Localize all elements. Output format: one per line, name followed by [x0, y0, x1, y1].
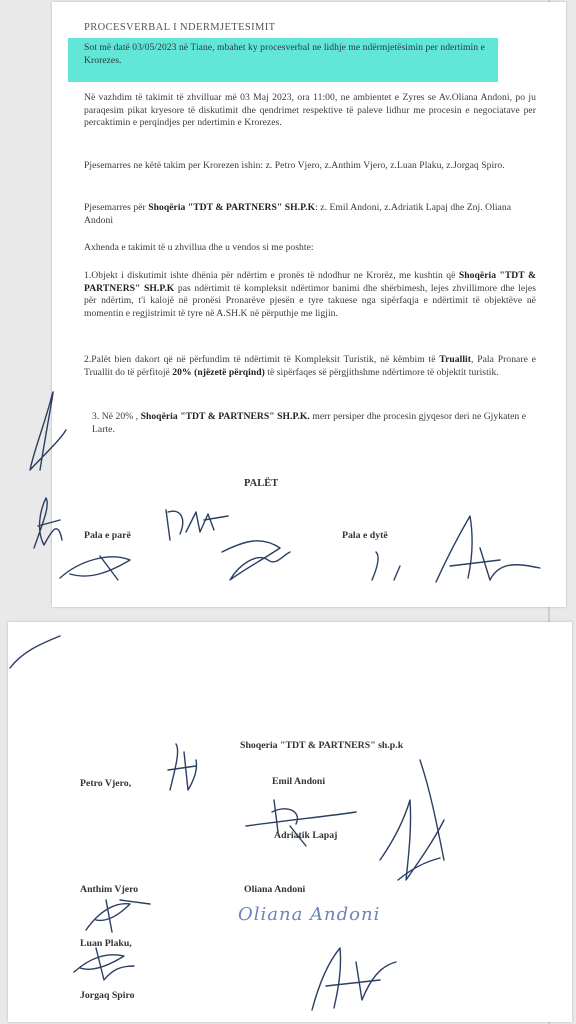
participants-suffix: : z. Emil Andoni, z.Adriatik Lapaj dhe Znj. Oliana Andoni	[84, 202, 512, 226]
document-title: PROCESVERBAL I NDERMJETESIMIT	[84, 22, 276, 33]
agenda-line: Axhenda e takimit të u zhvillua dhe u vendos si me poshte:	[84, 242, 314, 253]
name-oliana-andoni: Oliana Andoni	[244, 884, 306, 895]
document-page-2	[8, 622, 572, 1022]
pala-e-dyte-label: Pala e dytë	[342, 530, 388, 541]
pala-e-pare-label: Pala e parë	[84, 530, 131, 541]
intro-paragraph: Në vazhdim të takimit të zhvilluar më 03 Maj 2023, ora 11:00, ne ambientet e Zyres se Av.Oliana Andoni, po ju paraqesim pikat kryesore të diskutimit dhe qendrimet respektive të paleve lidhur me procesin e negociatave per percaktimin e perqindjes per ndertimin e Krorezes.	[84, 92, 536, 129]
company-name: Shoqëria "TDT & PARTNERS" SH.P.K	[148, 202, 316, 213]
name-petro-vjero: Petro Vjero,	[80, 778, 132, 789]
name-luan-plaku: Luan Plaku,	[80, 938, 132, 949]
palet-heading: PALËT	[244, 478, 279, 489]
participants-company	[84, 202, 536, 227]
participants-prefix: Pjesemarres për	[84, 202, 146, 213]
name-jorgaq-spiro: Jorgaq Spiro	[80, 990, 135, 1001]
point-2	[84, 354, 536, 379]
name-emil-andoni: Emil Andoni	[272, 776, 326, 787]
point-2-text-b: , Pala Pronare e Truallit do të përfitojë	[84, 354, 536, 378]
handwritten-name-oliana: Oliana Andoni	[238, 904, 381, 925]
company-header: Shoqeria "TDT & PARTNERS" sh.p.k	[240, 740, 404, 751]
point-1-company: Shoqëria "TDT & PARTNERS" SH.P.K	[84, 270, 537, 294]
point-1-text-a: 1.Objekt i diskutimit ishte dhënia për ndërtim e pronës të ndodhur ne Krorëz, me kushtin që	[84, 270, 456, 281]
point-3-text-a: 3. Në 20% ,	[92, 411, 141, 422]
point-3	[92, 411, 536, 436]
point-2-percent: 20% (njëzetë përqind)	[172, 366, 265, 378]
point-2-text-a: 2.Palët bien dakort që në përfundim të ndërtimit të Kompleksit Turistik, në këmbim të	[84, 354, 436, 365]
point-1-text-b: pas ndërtimit të kompleksit ndërtimor banimi dhe shërbimesh, lejes zhvillimore dhe lejes për ndërtim, t'i kalojë në pronësi Pronarëve pjesën e tyre takuese nga sipërfaqja e ndërtimit të objektëve në momentin e regjistrimit të tyre në A.SH.K në përputhje me ligjin.	[84, 282, 536, 319]
point-3-company: Shoqëria "TDT & PARTNERS" SH.P.K.	[140, 411, 310, 422]
point-2-text-c: të sipërfaqes së përgjithshme ndërtimore të objektit turistik.	[264, 366, 499, 378]
name-anthim-vjero: Anthim Vjero	[80, 884, 139, 895]
document-page-1	[52, 2, 566, 607]
point-1	[84, 270, 536, 320]
highlighted-paragraph: Sot më datë 03/05/2023 në Tiane, mbahet ky procesverbal ne lidhje me ndërmjetësimin per ndertimin e Krorezes.	[84, 42, 485, 66]
point-3-text-b: merr persiper dhe procesin gjyqesor deri ne Gjykaten e Larte.	[92, 411, 527, 435]
point-2-truallit: Truallit	[439, 354, 472, 365]
name-adriatik-lapaj: Adriatik Lapaj	[274, 830, 338, 841]
participants-krorez: Pjesemarres ne këtë takim per Krorezen ishin: z. Petro Vjero, z.Anthim Vjero, z.Luan Plaku, z.Jorgaq Spiro.	[84, 160, 505, 171]
